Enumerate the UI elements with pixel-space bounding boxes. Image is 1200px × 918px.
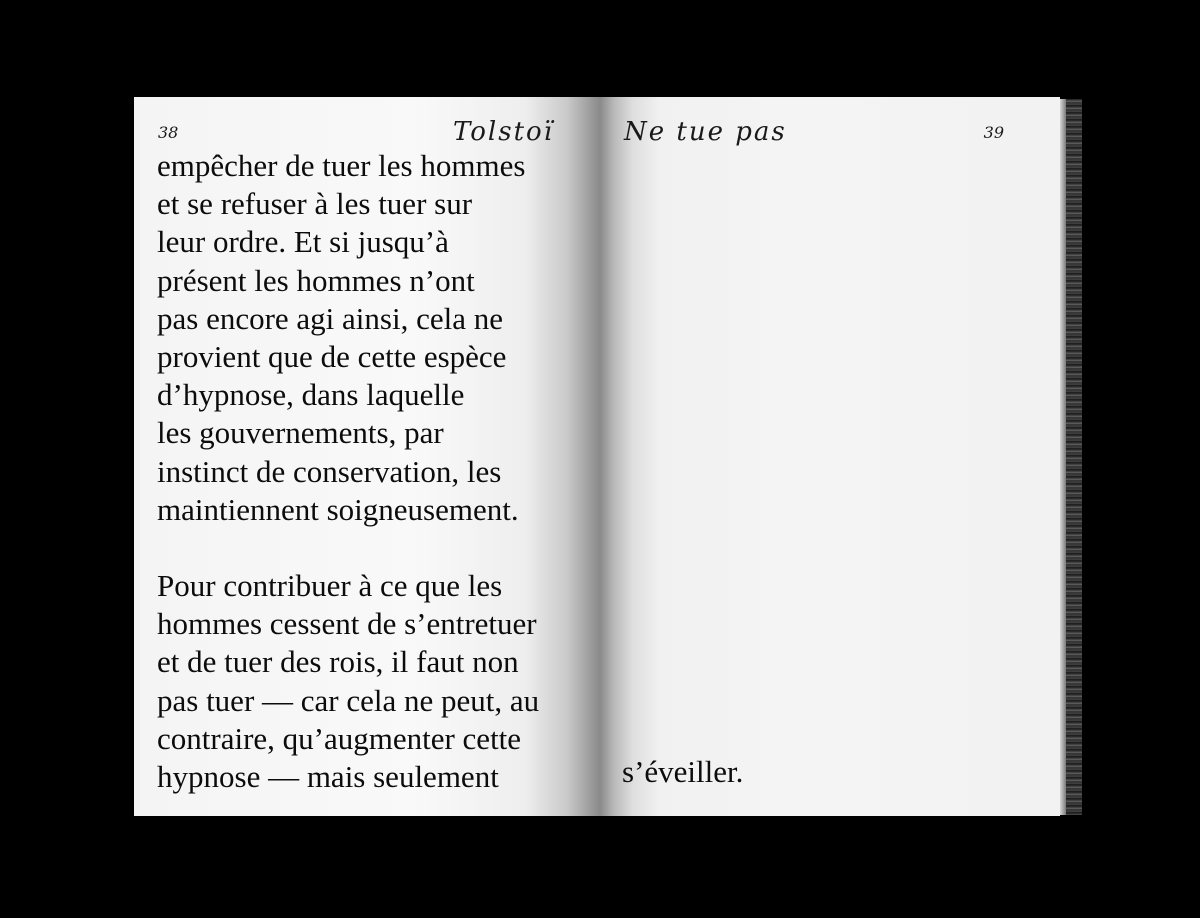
text-line: et se refuser à les tuer sur [157, 186, 473, 222]
text-line: maintiennent soigneusement. [157, 491, 519, 527]
open-book [134, 97, 1084, 816]
text-line: hypnose — mais seulement [157, 759, 499, 795]
left-page [134, 97, 600, 816]
right-running-head: Ne tue pas [624, 117, 787, 147]
text-line: provient que de cette espèce [157, 339, 507, 375]
text-line: hommes cessent de s’entretuer [157, 606, 537, 642]
text-line: les gouvernements, par [157, 415, 444, 451]
page-edges [1060, 99, 1082, 815]
text-line: et de tuer des rois, il faut non [157, 644, 519, 680]
left-page-text [157, 147, 597, 796]
text-line: d’hypnose, dans laquelle [157, 377, 465, 413]
paragraph-gap [157, 529, 597, 567]
page-edge-highlight [1060, 99, 1066, 815]
right-page-number: 39 [983, 123, 1004, 142]
text-line: présent les hommes n’ont [157, 262, 475, 298]
left-page-number: 38 [158, 123, 179, 142]
text-line: pas encore agi ainsi, cela ne [157, 300, 503, 336]
text-line: contraire, qu’augmenter cette [157, 720, 522, 756]
text-line: Pour contribuer à ce que les [157, 568, 503, 604]
right-page-text: s’éveiller. [622, 754, 744, 789]
text-line: empêcher de tuer les hommes [157, 148, 526, 183]
text-line: leur ordre. Et si jusqu’à [157, 224, 449, 260]
left-running-head: Tolstoï [452, 117, 554, 147]
text-line: pas tuer — car cela ne peut, au [157, 682, 540, 718]
text-line: instinct de conservation, les [157, 453, 502, 489]
right-page [600, 97, 1060, 816]
